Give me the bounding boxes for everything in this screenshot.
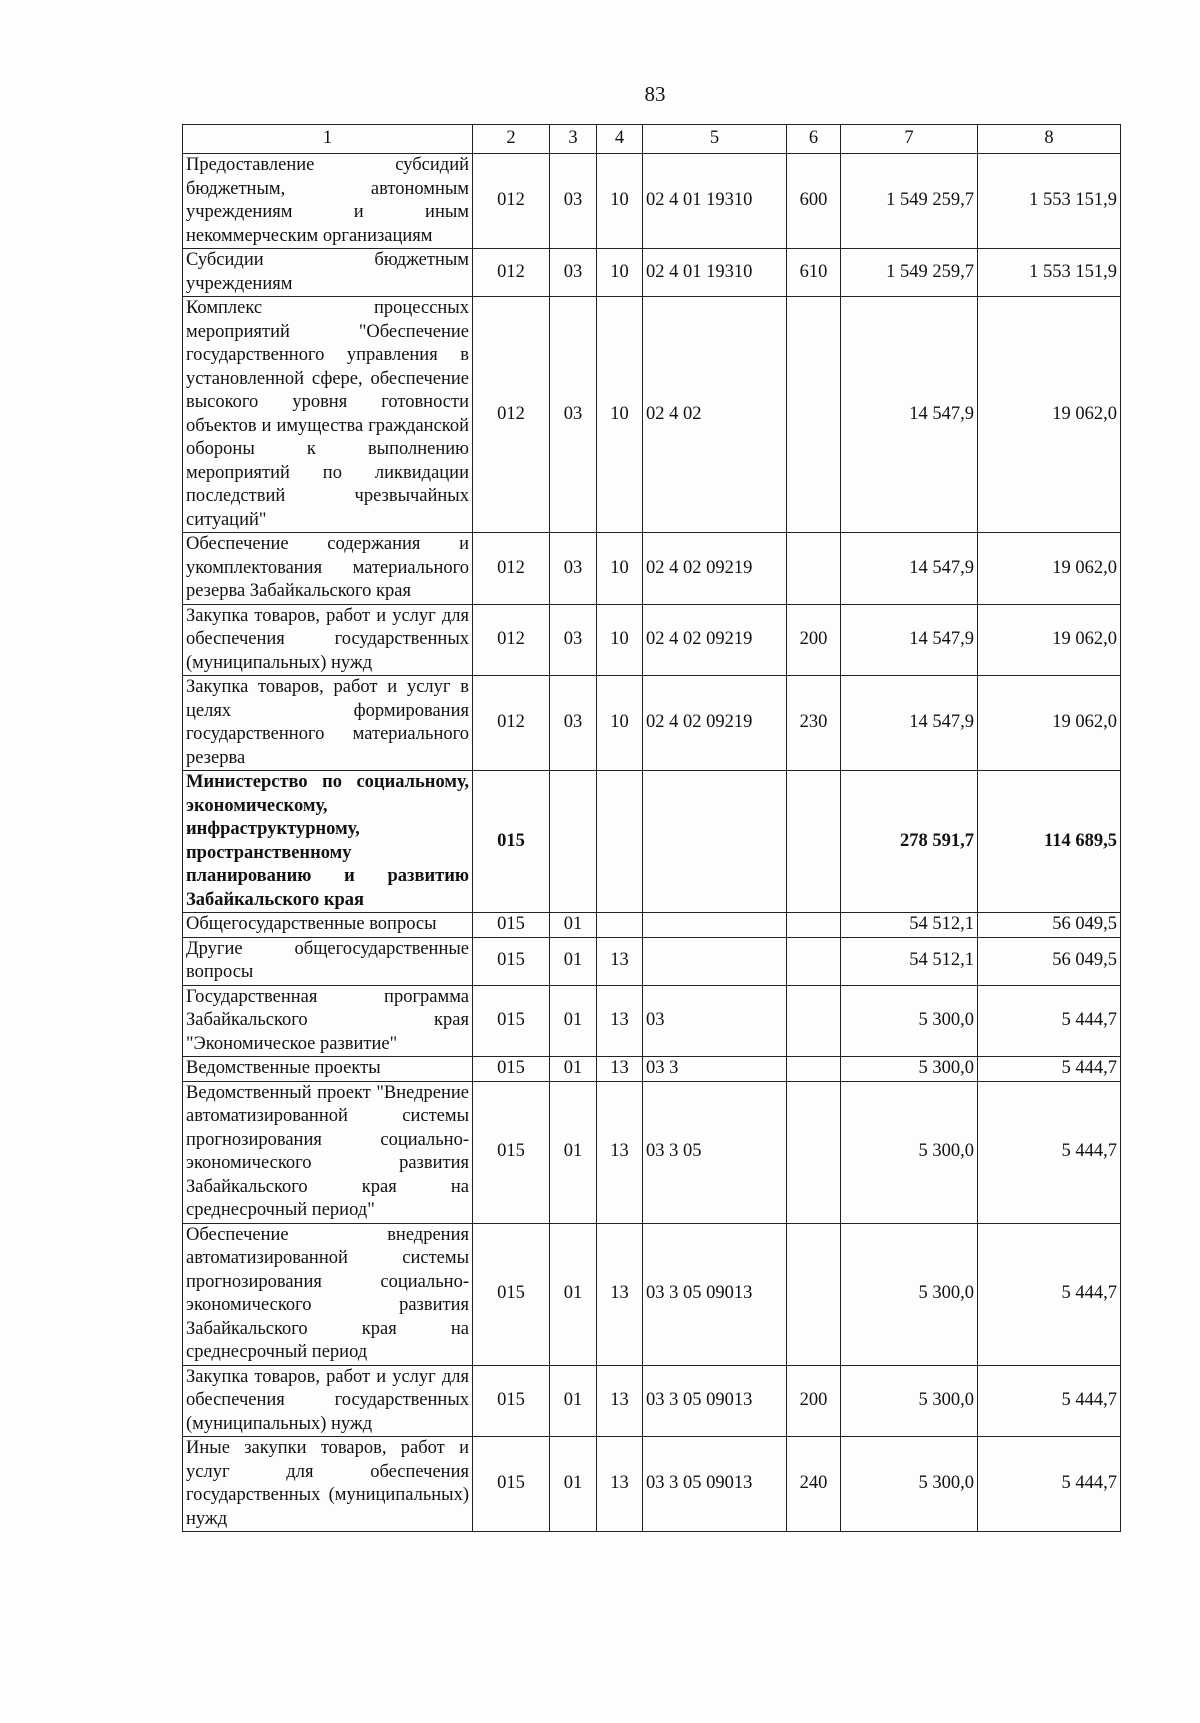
expense-type-code — [787, 937, 841, 985]
expense-type-code — [787, 913, 841, 938]
amount-year-2: 5 444,7 — [978, 1365, 1121, 1437]
amount-year-2: 56 049,5 — [978, 913, 1121, 938]
ministry-code: 015 — [473, 1081, 550, 1223]
amount-year-1: 5 300,0 — [841, 1365, 978, 1437]
amount-year-2: 1 553 151,9 — [978, 154, 1121, 249]
header-cell: 3 — [550, 125, 597, 154]
amount-year-1: 5 300,0 — [841, 1081, 978, 1223]
item-name: Обеспечение содержания и укомплектования материального резерва Забайкальского края — [183, 533, 473, 605]
section-code: 01 — [550, 985, 597, 1057]
target-article-code: 03 3 05 09013 — [643, 1437, 787, 1532]
subsection-code: 10 — [597, 154, 643, 249]
amount-year-1: 14 547,9 — [841, 533, 978, 605]
item-name: Комплекс процессных мероприятий "Обеспечение государственного управления в установленной сфере, обеспечение высокого уровня готовности объектов и имущества гражданской обороны к выполнению мероприятий по ликвидации последствий чрезвычайных ситуаций" — [183, 297, 473, 533]
expense-type-code — [787, 1223, 841, 1365]
expense-type-code: 230 — [787, 676, 841, 771]
ministry-code: 015 — [473, 771, 550, 913]
target-article-code: 02 4 02 09219 — [643, 604, 787, 676]
target-article-code: 02 4 02 09219 — [643, 676, 787, 771]
amount-year-1: 54 512,1 — [841, 937, 978, 985]
amount-year-1: 5 300,0 — [841, 985, 978, 1057]
header-cell: 1 — [183, 125, 473, 154]
section-code: 03 — [550, 297, 597, 533]
expense-type-code: 240 — [787, 1437, 841, 1532]
header-cell: 7 — [841, 125, 978, 154]
amount-year-2: 19 062,0 — [978, 297, 1121, 533]
amount-year-1: 5 300,0 — [841, 1057, 978, 1082]
ministry-code: 012 — [473, 604, 550, 676]
target-article-code: 03 3 05 09013 — [643, 1365, 787, 1437]
item-name: Другие общегосударственные вопросы — [183, 937, 473, 985]
ministry-code: 015 — [473, 1437, 550, 1532]
subsection-code: 13 — [597, 937, 643, 985]
table-row — [183, 1081, 1121, 1223]
section-code: 01 — [550, 937, 597, 985]
header-row — [183, 125, 1121, 154]
target-article-code: 02 4 02 — [643, 297, 787, 533]
amount-year-1: 1 549 259,7 — [841, 154, 978, 249]
expense-type-code: 600 — [787, 154, 841, 249]
table-row — [183, 937, 1121, 985]
target-article-code: 02 4 02 09219 — [643, 533, 787, 605]
amount-year-1: 5 300,0 — [841, 1437, 978, 1532]
expense-type-code: 200 — [787, 1365, 841, 1437]
ministry-code: 012 — [473, 676, 550, 771]
subsection-code: 13 — [597, 1223, 643, 1365]
target-article-code — [643, 913, 787, 938]
expense-type-code: 200 — [787, 604, 841, 676]
target-article-code: 03 3 — [643, 1057, 787, 1082]
expense-type-code — [787, 533, 841, 605]
subsection-code: 13 — [597, 1365, 643, 1437]
expense-type-code: 610 — [787, 249, 841, 297]
subsection-code — [597, 771, 643, 913]
target-article-code — [643, 937, 787, 985]
section-code: 03 — [550, 154, 597, 249]
item-name: Закупка товаров, работ и услуг для обеспечения государственных (муниципальных) нужд — [183, 1365, 473, 1437]
section-code: 01 — [550, 1365, 597, 1437]
header-cell: 2 — [473, 125, 550, 154]
target-article-code: 03 — [643, 985, 787, 1057]
section-code: 01 — [550, 1437, 597, 1532]
header-cell: 4 — [597, 125, 643, 154]
amount-year-2: 5 444,7 — [978, 1437, 1121, 1532]
expense-type-code — [787, 1081, 841, 1223]
table-row — [183, 249, 1121, 297]
ministry-code: 015 — [473, 937, 550, 985]
amount-year-2: 5 444,7 — [978, 1223, 1121, 1365]
amount-year-1: 5 300,0 — [841, 1223, 978, 1365]
section-code: 03 — [550, 249, 597, 297]
item-name: Закупка товаров, работ и услуг для обеспечения государственных (муниципальных) нужд — [183, 604, 473, 676]
ministry-code: 015 — [473, 913, 550, 938]
amount-year-2: 19 062,0 — [978, 604, 1121, 676]
ministry-code: 012 — [473, 249, 550, 297]
subsection-code: 13 — [597, 1057, 643, 1082]
subsection-code — [597, 913, 643, 938]
amount-year-1: 14 547,9 — [841, 676, 978, 771]
amount-year-1: 14 547,9 — [841, 297, 978, 533]
item-name: Министерство по социальному, экономическому, инфраструктурному, пространственному планированию и развитию Забайкальского края — [183, 771, 473, 913]
table-body — [183, 154, 1121, 1532]
section-code: 01 — [550, 1223, 597, 1365]
section-code: 01 — [550, 1057, 597, 1082]
section-code: 03 — [550, 604, 597, 676]
amount-year-2: 5 444,7 — [978, 1057, 1121, 1082]
subsection-code: 13 — [597, 1081, 643, 1223]
subsection-code: 10 — [597, 676, 643, 771]
table-header — [183, 125, 1121, 154]
ministry-code: 012 — [473, 297, 550, 533]
subsection-code: 13 — [597, 985, 643, 1057]
amount-year-1: 278 591,7 — [841, 771, 978, 913]
table-row — [183, 604, 1121, 676]
table-row — [183, 1057, 1121, 1082]
ministry-code: 015 — [473, 1365, 550, 1437]
table-row-ministry — [183, 771, 1121, 913]
table-row — [183, 913, 1121, 938]
table-row — [183, 533, 1121, 605]
ministry-code: 012 — [473, 154, 550, 249]
amount-year-2: 56 049,5 — [978, 937, 1121, 985]
amount-year-1: 14 547,9 — [841, 604, 978, 676]
table-row — [183, 1437, 1121, 1532]
expense-type-code — [787, 771, 841, 913]
subsection-code: 13 — [597, 1437, 643, 1532]
amount-year-2: 19 062,0 — [978, 533, 1121, 605]
table-row — [183, 1365, 1121, 1437]
item-name: Государственная программа Забайкальского края "Экономическое развитие" — [183, 985, 473, 1057]
section-code: 01 — [550, 913, 597, 938]
subsection-code: 10 — [597, 297, 643, 533]
expense-type-code — [787, 1057, 841, 1082]
target-article-code: 02 4 01 19310 — [643, 249, 787, 297]
item-name: Ведомственные проекты — [183, 1057, 473, 1082]
target-article-code: 03 3 05 — [643, 1081, 787, 1223]
item-name: Ведомственный проект "Внедрение автоматизированной системы прогнозирования социально-экономического развития Забайкальского края на среднесрочный период" — [183, 1081, 473, 1223]
page-number: 83 — [644, 82, 666, 106]
ministry-code: 015 — [473, 1223, 550, 1365]
section-code — [550, 771, 597, 913]
budget-table — [182, 124, 1121, 1532]
amount-year-2: 5 444,7 — [978, 985, 1121, 1057]
table-row — [183, 985, 1121, 1057]
subsection-code: 10 — [597, 533, 643, 605]
amount-year-2: 5 444,7 — [978, 1081, 1121, 1223]
subsection-code: 10 — [597, 249, 643, 297]
amount-year-1: 54 512,1 — [841, 913, 978, 938]
item-name: Иные закупки товаров, работ и услуг для обеспечения государственных (муниципальных) нужд — [183, 1437, 473, 1532]
item-name: Обеспечение внедрения автоматизированной системы прогнозирования социально-экономического развития Забайкальского края на среднесрочный период — [183, 1223, 473, 1365]
table-row — [183, 154, 1121, 249]
section-code: 01 — [550, 1081, 597, 1223]
header-cell: 8 — [978, 125, 1121, 154]
expense-type-code — [787, 985, 841, 1057]
ministry-code: 015 — [473, 1057, 550, 1082]
expense-type-code — [787, 297, 841, 533]
amount-year-2: 1 553 151,9 — [978, 249, 1121, 297]
item-name: Субсидии бюджетным учреждениям — [183, 249, 473, 297]
amount-year-2: 114 689,5 — [978, 771, 1121, 913]
section-code: 03 — [550, 676, 597, 771]
table-row — [183, 676, 1121, 771]
amount-year-2: 19 062,0 — [978, 676, 1121, 771]
target-article-code: 02 4 01 19310 — [643, 154, 787, 249]
section-code: 03 — [550, 533, 597, 605]
table-row — [183, 1223, 1121, 1365]
header-cell: 6 — [787, 125, 841, 154]
item-name: Предоставление субсидий бюджетным, автономным учреждениям и иным некоммерческим организациям — [183, 154, 473, 249]
item-name: Общегосударственные вопросы — [183, 913, 473, 938]
table-row — [183, 297, 1121, 533]
amount-year-1: 1 549 259,7 — [841, 249, 978, 297]
ministry-code: 012 — [473, 533, 550, 605]
target-article-code: 03 3 05 09013 — [643, 1223, 787, 1365]
subsection-code: 10 — [597, 604, 643, 676]
item-name: Закупка товаров, работ и услуг в целях формирования государственного материального резерва — [183, 676, 473, 771]
ministry-code: 015 — [473, 985, 550, 1057]
target-article-code — [643, 771, 787, 913]
header-cell: 5 — [643, 125, 787, 154]
